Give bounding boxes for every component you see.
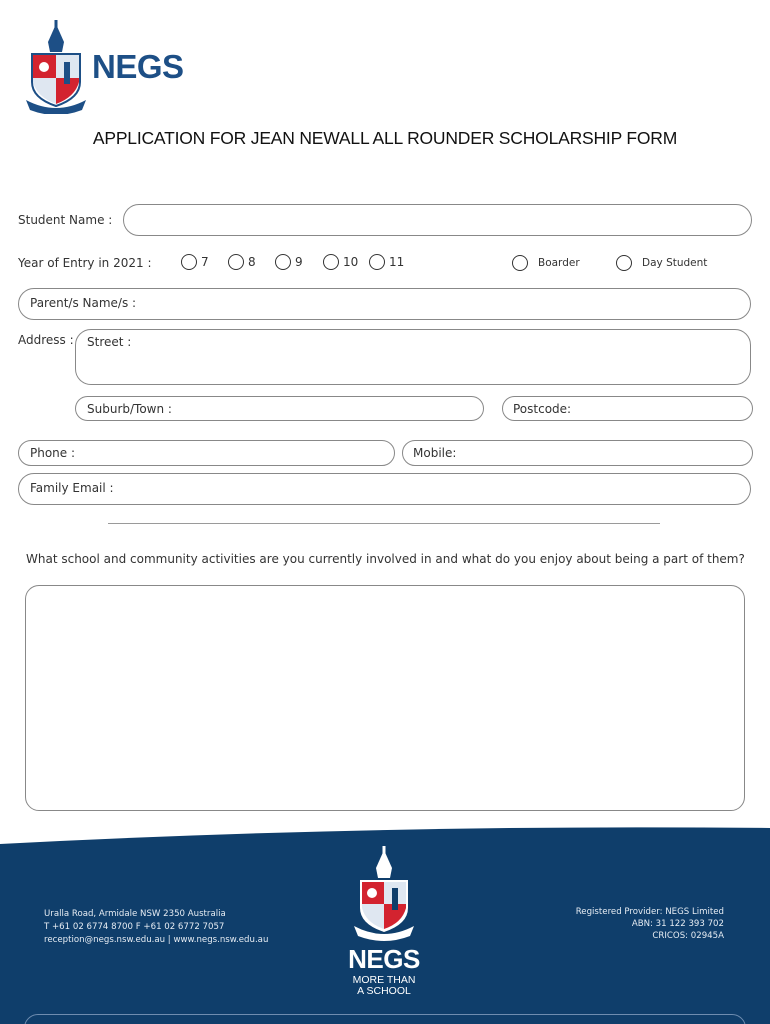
footer-brand <box>334 944 434 997</box>
student-name-field[interactable] <box>123 204 752 236</box>
radio-circle[interactable] <box>181 254 197 270</box>
activities-question: What school and community activities are you currently involved in and what do you enjoy about being a part of them? <box>26 552 745 566</box>
activities-answer-field[interactable] <box>25 585 745 811</box>
radio-circle[interactable] <box>228 254 244 270</box>
header-logo <box>24 20 194 115</box>
year-entry-label: Year of Entry in 2021 : <box>18 256 152 270</box>
radio-circle[interactable] <box>323 254 339 270</box>
radio-circle[interactable] <box>369 254 385 270</box>
footer-tagline-1: MORE THAN <box>352 974 416 986</box>
year-9-label: 9 <box>295 255 303 269</box>
logo-wordmark: NEGS <box>92 48 184 85</box>
year-11-radio[interactable] <box>369 254 404 270</box>
year-10-radio[interactable] <box>323 254 358 270</box>
mobile-label: Mobile: <box>413 446 457 460</box>
footer-tagline-2: A SCHOOL <box>357 985 411 997</box>
day-student-label: Day Student <box>642 257 708 269</box>
section-divider <box>108 523 660 524</box>
year-8-label: 8 <box>248 255 256 269</box>
form-title: APPLICATION FOR JEAN NEWALL ALL ROUNDER SCHOLARSHIP FORM <box>92 128 678 148</box>
radio-circle[interactable] <box>616 255 632 271</box>
street-field[interactable] <box>75 329 751 385</box>
year-10-label: 10 <box>343 255 359 269</box>
postcode-field[interactable] <box>502 396 753 421</box>
phone-field[interactable] <box>18 440 395 466</box>
day-student-radio[interactable] <box>616 255 707 271</box>
footer-email-web: reception@negs.nsw.edu.au | www.negs.nsw.edu.au <box>44 935 269 945</box>
school-crest-icon <box>352 846 416 942</box>
footer-bottom-box <box>24 1014 746 1024</box>
address-label: Address : <box>18 333 74 347</box>
footer-contact <box>44 908 268 947</box>
postcode-label: Postcode: <box>513 402 572 416</box>
year-9-radio[interactable] <box>275 254 303 270</box>
phone-label: Phone : <box>30 446 76 460</box>
radio-circle[interactable] <box>512 255 528 271</box>
year-7-label: 7 <box>201 255 209 269</box>
boarder-radio[interactable] <box>512 255 580 271</box>
student-name-label: Student Name : <box>18 213 113 227</box>
year-7-radio[interactable] <box>181 254 209 270</box>
suburb-label: Suburb/Town : <box>87 402 172 416</box>
family-email-label: Family Email : <box>30 481 114 495</box>
footer-brand-name: NEGS <box>348 944 420 974</box>
street-label: Street : <box>87 335 132 349</box>
boarder-label: Boarder <box>538 257 580 269</box>
suburb-field[interactable] <box>75 396 484 421</box>
footer-phone-fax: T +61 02 6774 8700 F +61 02 6772 7057 <box>44 922 225 932</box>
parents-name-field[interactable] <box>18 288 751 320</box>
footer-abn: ABN: 31 122 393 702 <box>631 919 724 929</box>
year-8-radio[interactable] <box>228 254 256 270</box>
year-11-label: 11 <box>389 255 405 269</box>
footer-registered-provider: Registered Provider: NEGS Limited <box>575 907 724 917</box>
family-email-field[interactable] <box>18 473 751 505</box>
footer-cricos: CRICOS: 02945A <box>652 931 724 941</box>
parents-name-label: Parent/s Name/s : <box>30 296 137 310</box>
mobile-field[interactable] <box>402 440 753 466</box>
footer-address: Uralla Road, Armidale NSW 2350 Australia <box>44 909 226 919</box>
school-crest-icon <box>24 20 88 114</box>
footer-registration <box>576 906 724 942</box>
radio-circle[interactable] <box>275 254 291 270</box>
